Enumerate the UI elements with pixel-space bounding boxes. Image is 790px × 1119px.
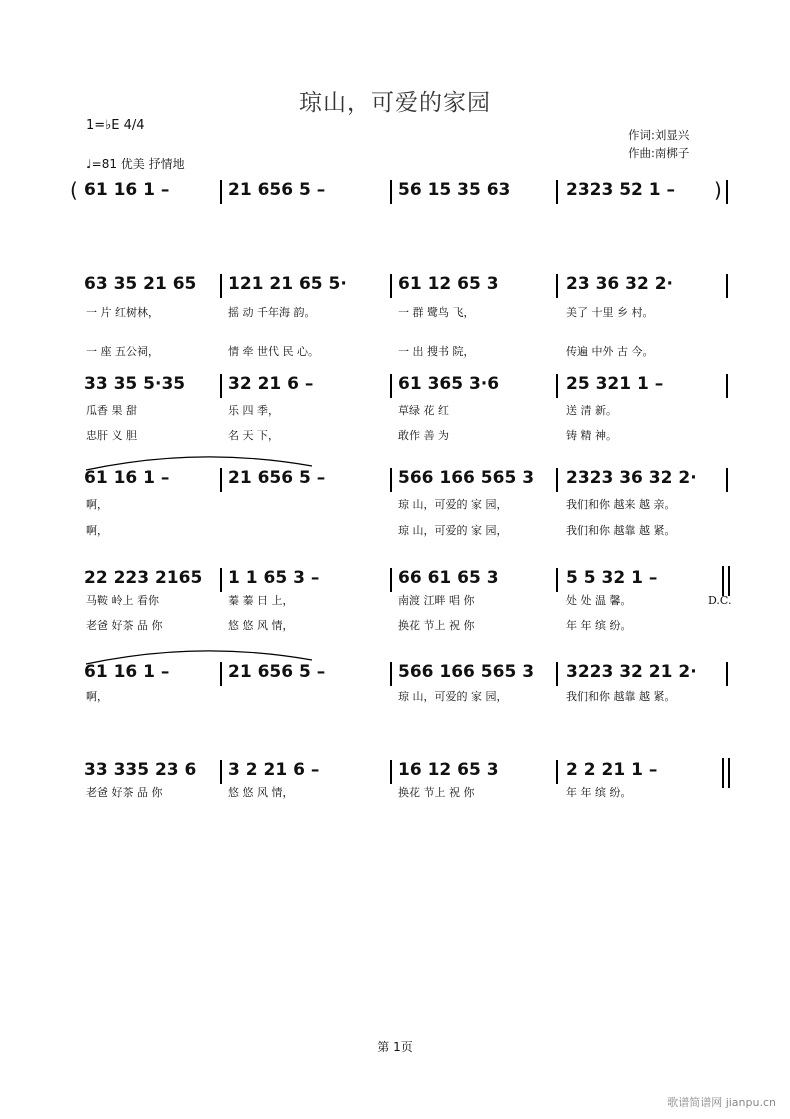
lyric: 琼 山，可爱的 家 园，: [398, 498, 508, 511]
barline: [220, 180, 222, 204]
credits: [628, 126, 689, 162]
measure: 25 321 1 –: [566, 374, 664, 394]
barline: [556, 274, 558, 298]
barline: [390, 468, 392, 492]
barline: [726, 180, 728, 204]
lyric: 啊，: [86, 524, 108, 537]
lyric: 年 年 缤 纷。: [566, 786, 632, 799]
measure: 33 335 23 6: [84, 760, 197, 780]
lyric: 南渡 江畔 唱 你: [398, 594, 475, 607]
lyric: 琼 山，可爱的 家 园，: [398, 524, 508, 537]
barline: [220, 374, 222, 398]
da-capo-mark: D.C.: [708, 594, 732, 607]
lyric: 我们和你 越来 越 亲。: [566, 498, 676, 511]
measure: 16 12 65 3: [398, 760, 499, 780]
tempo-marking: ♩=81 优美 抒情地: [86, 157, 185, 171]
lyric: 处 处 温 馨。: [566, 594, 632, 607]
barline: [220, 274, 222, 298]
lyric: 换花 节上 祝 你: [398, 619, 475, 632]
score-row-intro: [0, 178, 790, 218]
measure: 566 166 565 3: [398, 468, 535, 488]
lyric: 马鞍 岭上 看你: [86, 594, 159, 607]
barline: [220, 468, 222, 492]
measure: 3 2 21 6 –: [228, 760, 320, 780]
barline: [390, 180, 392, 204]
measure: 2323 36 32 2·: [566, 468, 697, 488]
measure: 21 656 5 –: [228, 662, 326, 682]
measure: 32 21 6 –: [228, 374, 314, 394]
measure: 3223 32 21 2·: [566, 662, 697, 682]
lyric: 草绿 花 红: [398, 404, 449, 417]
barline: [220, 568, 222, 592]
measure: 61 16 1 –: [84, 662, 170, 682]
barline: [390, 662, 392, 686]
lyric: 一 出 搜书 院，: [398, 345, 475, 358]
page-title: 琼山，可爱的家园: [299, 90, 491, 116]
lyric: 老爸 好茶 品 你: [86, 786, 163, 799]
barline: [220, 760, 222, 784]
lyric: 送 清 新。: [566, 404, 617, 417]
open-paren: (: [70, 178, 78, 202]
barline: [556, 760, 558, 784]
measure: 1 1 65 3 –: [228, 568, 320, 588]
barline: [726, 662, 728, 686]
page-number: 第 1页: [377, 1040, 413, 1054]
final-barline-thin: [722, 758, 724, 788]
lyric: 铸 精 神。: [566, 429, 617, 442]
measure: 21 656 5 –: [228, 468, 326, 488]
watermark: 歌谱简谱网 jianpu.cn: [667, 1096, 776, 1109]
lyric: 换花 节上 祝 你: [398, 786, 475, 799]
final-barline-thick: [728, 566, 730, 596]
barline: [390, 760, 392, 784]
barline: [726, 468, 728, 492]
measure: 22 223 2165: [84, 568, 203, 588]
lyric: 敢作 善 为: [398, 429, 449, 442]
lyric: 一 座 五公祠，: [86, 345, 159, 358]
lyric: 老爸 好茶 品 你: [86, 619, 163, 632]
measure: 2323 52 1 –: [566, 180, 676, 200]
measure: 2 2 21 1 –: [566, 760, 658, 780]
lyric: 传遍 中外 古 今。: [566, 345, 654, 358]
measure: 66 61 65 3: [398, 568, 499, 588]
key-signature: 1=♭E 4/4: [86, 118, 145, 133]
lyric: 我们和你 越靠 越 紧。: [566, 524, 676, 537]
measure: 23 36 32 2·: [566, 274, 674, 294]
lyric: 瓜香 果 甜: [86, 404, 137, 417]
barline: [220, 662, 222, 686]
lyric: 悠 悠 风 情，: [228, 619, 294, 632]
lyric: 年 年 缤 纷。: [566, 619, 632, 632]
barline: [390, 374, 392, 398]
lyric: 名 天 下，: [228, 429, 279, 442]
barline: [390, 568, 392, 592]
lyric: 一 片 红树林，: [86, 306, 159, 319]
measure: 61 12 65 3: [398, 274, 499, 294]
close-paren: ): [714, 178, 722, 202]
barline: [556, 180, 558, 204]
lyric: 摇 动 千年海 韵。: [228, 306, 316, 319]
measure: 5 5 32 1 –: [566, 568, 658, 588]
barline: [556, 374, 558, 398]
final-barline-thick: [728, 758, 730, 788]
lyric: 蓁 蓁 日 上，: [228, 594, 294, 607]
measure: 61 365 3·6: [398, 374, 500, 394]
lyric: 忠肝 义 胆: [86, 429, 137, 442]
measure: 566 166 565 3: [398, 662, 535, 682]
composer: 作曲:南梆子: [628, 146, 690, 160]
lyric: 情 牵 世代 民 心。: [228, 345, 319, 358]
lyric: 琼 山，可爱的 家 园，: [398, 690, 508, 703]
lyric: 悠 悠 风 情，: [228, 786, 294, 799]
barline: [726, 274, 728, 298]
measure: 56 15 35 63: [398, 180, 511, 200]
barline: [556, 568, 558, 592]
lyric: 一 群 鹭鸟 飞，: [398, 306, 475, 319]
barline: [390, 274, 392, 298]
measure: 121 21 65 5·: [228, 274, 347, 294]
final-barline-thin: [722, 566, 724, 596]
lyric: 我们和你 越靠 越 紧。: [566, 690, 676, 703]
barline: [726, 374, 728, 398]
measure: 21 656 5 –: [228, 180, 326, 200]
barline: [556, 662, 558, 686]
lyric: 乐 四 季，: [228, 404, 279, 417]
lyricist: 作词:刘显兴: [628, 128, 690, 142]
lyric: 啊，: [86, 690, 108, 703]
measure: 61 16 1 –: [84, 468, 170, 488]
lyric: 啊，: [86, 498, 108, 511]
barline: [556, 468, 558, 492]
lyric: 美了 十里 乡 村。: [566, 306, 654, 319]
measure: 61 16 1 –: [84, 180, 170, 200]
measure: 63 35 21 65: [84, 274, 197, 294]
measure: 33 35 5·35: [84, 374, 186, 394]
